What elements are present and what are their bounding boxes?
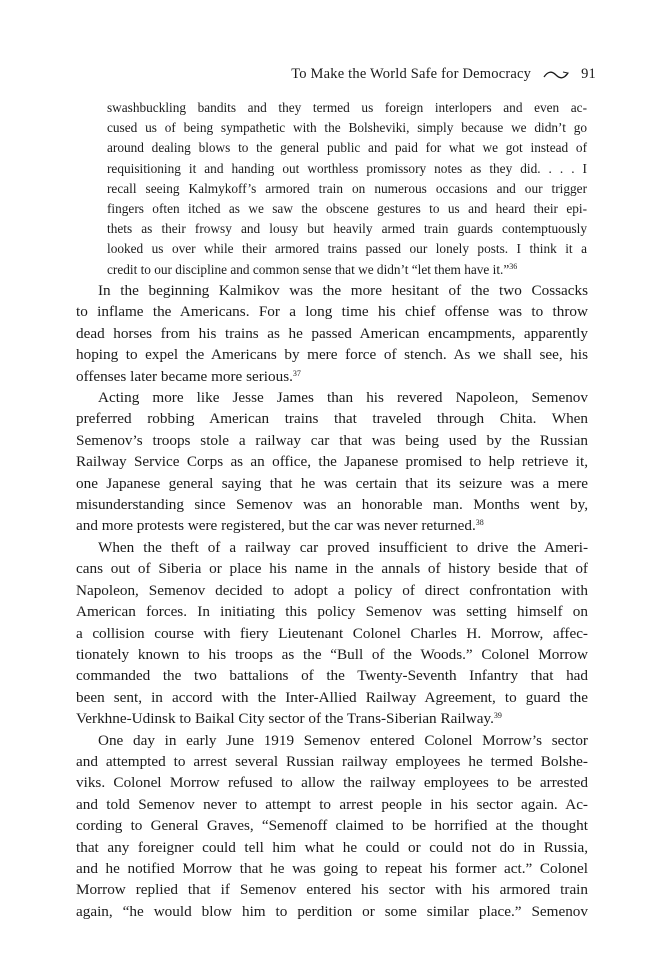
block-quote-line: looked us over while their armored trains passed our lonely posts. I think it a <box>107 241 587 257</box>
paragraph-line: been sent, in accord with the Inter-Allied Railway Agreement, to guard the <box>76 688 588 706</box>
swash-ornament-icon <box>543 70 569 80</box>
footnote-marker: 37 <box>292 368 301 378</box>
paragraph-line: Railway Service Corps as an office, the Japanese promised to help retrieve it, <box>76 453 588 471</box>
paragraph-line: preferred robbing American trains that traveled through Chita. When <box>76 410 588 428</box>
paragraph-line: one Japanese general saying that he was certain that its seizure was a mere <box>76 474 588 492</box>
paragraph-line: commanded the two battalions of the Twenty-Seventh Infantry that had <box>76 667 588 685</box>
paragraph-text: Verkhne-Udinsk to Baikal City sector of the Trans-Siberian Railway. <box>76 710 494 728</box>
paragraph-text: offenses later became more serious. <box>76 367 293 385</box>
paragraph-line: Morrow replied that if Semenov entered his sector with his armored train <box>76 881 588 899</box>
block-quote-line: requisitioning it and handing out worthless promissory notes as they did. . . . I <box>107 160 587 176</box>
paragraph-line: dead horses from his trains as he passed American encampments, apparently <box>76 324 588 342</box>
paragraph-line <box>76 366 588 387</box>
paragraph-line: American forces. In initiating this policy Semenov was setting himself on <box>76 603 588 621</box>
paragraph-line: misunderstanding since Semenov was an honorable man. Months went by, <box>76 496 588 514</box>
paragraph-line: and attempted to arrest several Russian railway employees he termed Bolshe- <box>76 752 588 770</box>
paragraph-line: and he notified Morrow that he was going to repeat his former act.” Colonel <box>76 859 588 877</box>
block-quote-line <box>107 260 587 280</box>
paragraph-line: again, “he would blow him to perdition or some similar place.” Semenov <box>76 902 588 920</box>
footnote-marker: 39 <box>493 711 502 721</box>
body-text <box>76 280 588 922</box>
footnote-marker: 38 <box>475 518 484 528</box>
block-quote-line: thets as their frowsy and lousy but heavily armed train guards contemptuously <box>107 221 587 237</box>
block-quote-line: recall seeing Kalmykoff’s armored train on numerous occasions and our trigger <box>107 180 587 196</box>
page-number: 91 <box>581 66 596 82</box>
paragraph-line <box>76 515 588 536</box>
paragraph-line <box>76 708 588 729</box>
paragraph-line: Napoleon, Semenov decided to adopt a policy of direct confrontation with <box>76 581 588 599</box>
paragraph-line: viks. Colonel Morrow refused to allow the railway employees to be arrested <box>76 774 588 792</box>
block-quote-line: cused us of being sympathetic with the Bolsheviki, simply because we didn’t go <box>107 120 587 136</box>
paragraph-line: One day in early June 1919 Semenov entered Colonel Morrow’s sector <box>98 731 588 749</box>
paragraph-line: tionately known to his troops as the “Bull of the Woods.” Colonel Morrow <box>76 645 588 663</box>
paragraph-line: and told Semenov never to attempt to arrest people in his sector again. Ac- <box>76 795 588 813</box>
paragraph-line: a collision course with fiery Lieutenant Colonel Charles H. Morrow, affec- <box>76 624 588 642</box>
paragraph-line: When the theft of a railway car proved insufficient to drive the Ameri- <box>98 538 588 556</box>
running-title: To Make the World Safe for Democracy <box>291 66 532 82</box>
running-head <box>291 66 596 83</box>
footnote-marker: 36 <box>509 261 518 271</box>
paragraph-line: to inflame the Americans. For a long time his chief offense was to throw <box>76 303 588 321</box>
paragraph-line: Acting more like Jesse James than his revered Napoleon, Semenov <box>98 389 588 407</box>
paragraph-line: that any foreigner could tell him what he could or could not do in Russia, <box>76 838 588 856</box>
block-quote-text: credit to our discipline and common sense that we didn’t “let them have it.” <box>107 261 510 277</box>
paragraph-line: cording to General Graves, “Semenoff claimed to be horrified at the thought <box>76 817 588 835</box>
block-quote-line: fingers often itched as we saw the obscene gestures to us and heard their epi- <box>107 201 587 217</box>
block-quote-line: around dealing blows to the general public and paid for what we got instead of <box>107 140 587 156</box>
block-quote <box>107 98 587 280</box>
block-quote-line: swashbuckling bandits and they termed us foreign interlopers and even ac- <box>107 100 587 115</box>
paragraph-line: hoping to expel the Americans by mere force of stench. As we shall see, his <box>76 346 588 364</box>
paragraph-line: Semenov’s troops stole a railway car that was being used by the Russian <box>76 431 588 449</box>
paragraph-text: and more protests were registered, but the car was never returned. <box>76 517 476 535</box>
paragraph-line: cans out of Siberia or place his name in the annals of history beside that of <box>76 560 588 578</box>
paragraph-line: In the beginning Kalmikov was the more hesitant of the two Cossacks <box>98 282 588 299</box>
